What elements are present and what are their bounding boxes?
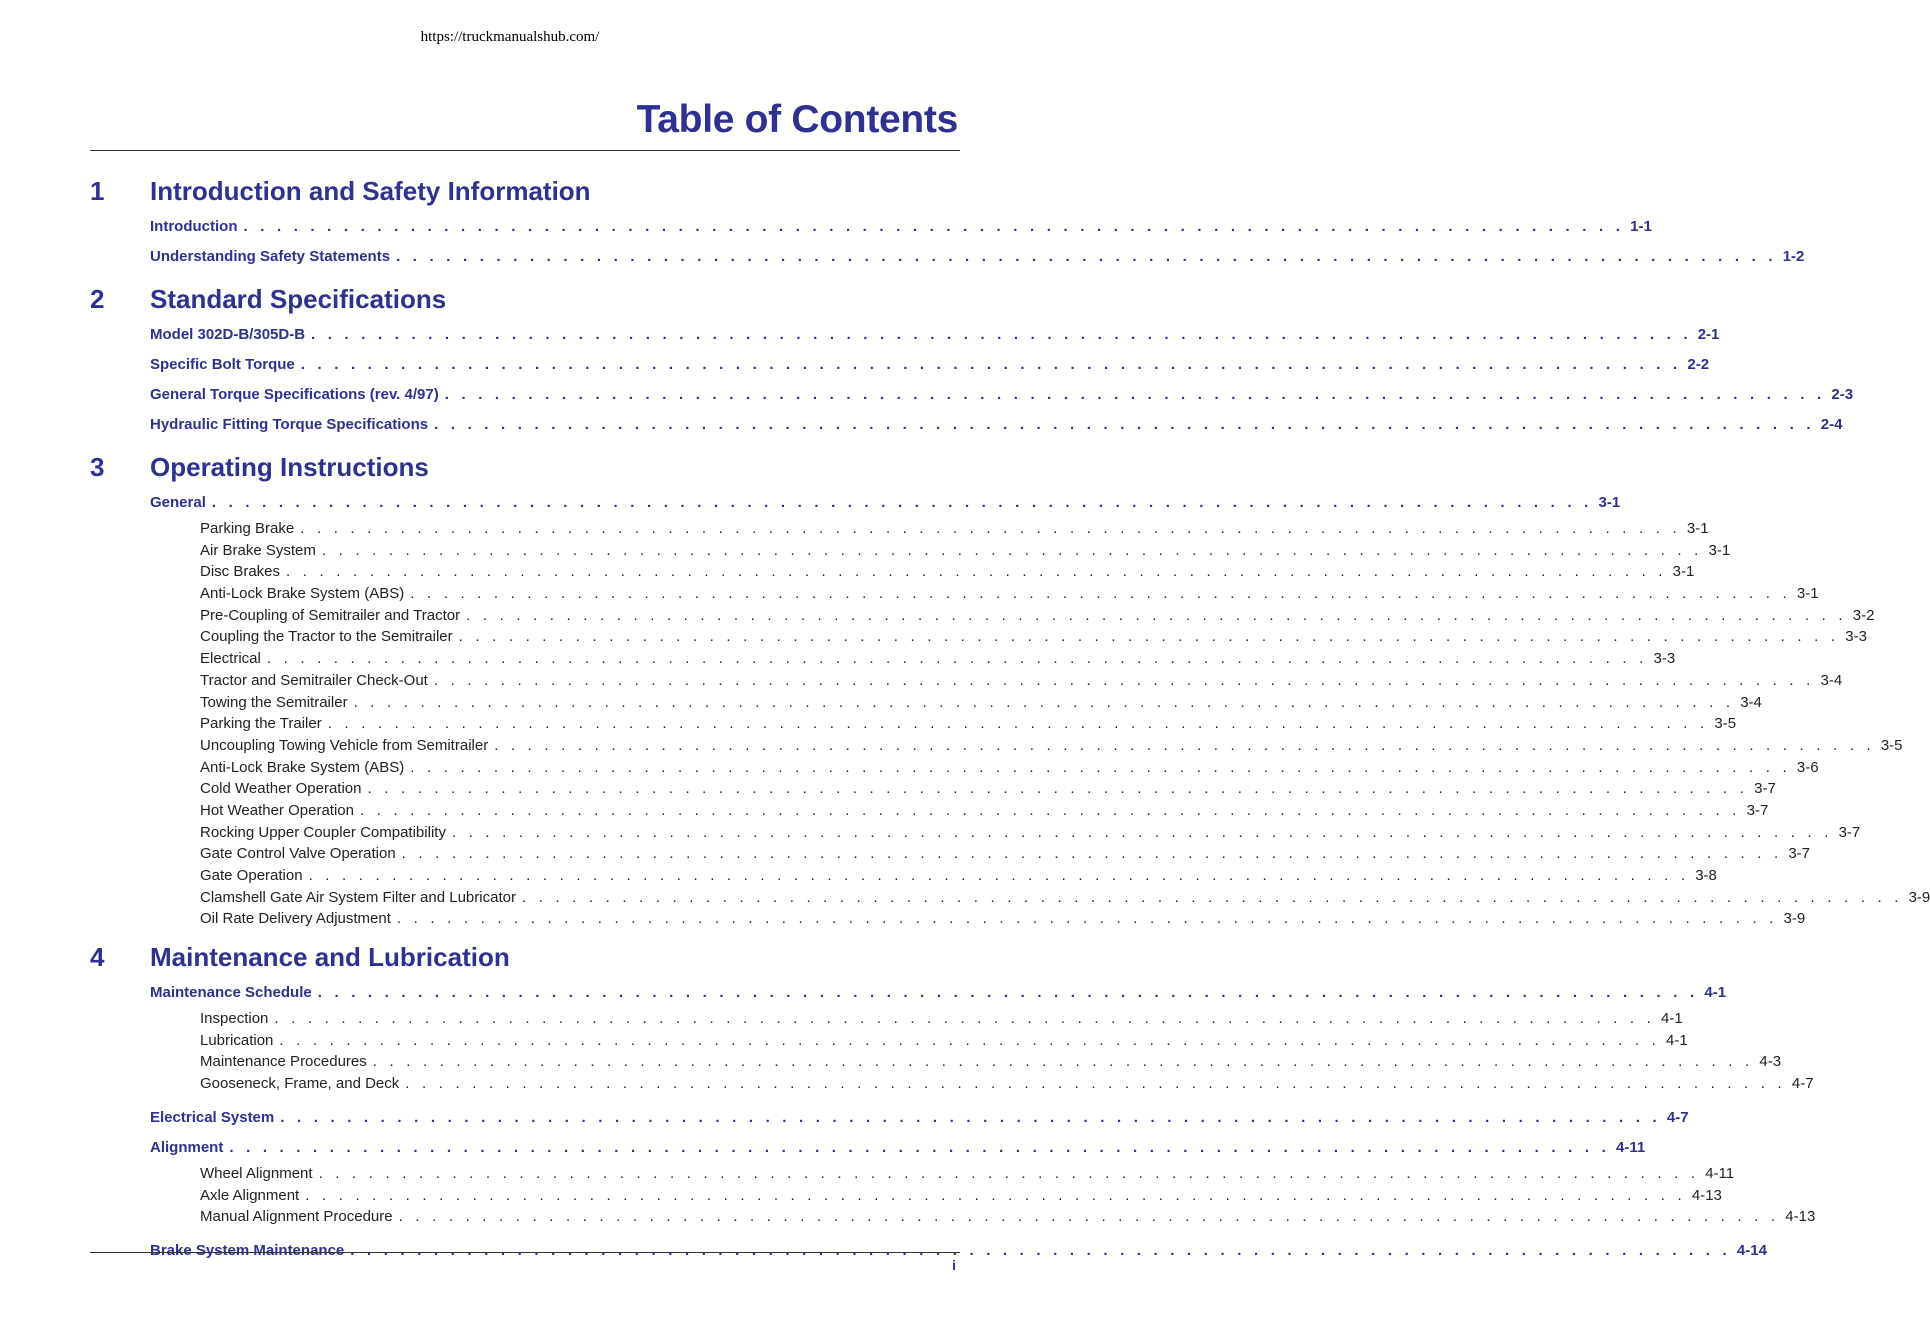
toc-section-link[interactable] [150,488,1621,518]
toc-page-ref: 3-9 [1783,910,1806,928]
toc-page-ref: 3-5 [1880,736,1903,754]
dot-leader: . . . . . . . . . . . . . . . . . . . . . . . . . . . . . . . . . . . . . . . . . . . . . . . . . . . . . . . . . . . . . . . . . . . . . . . . . . . . . . . . . . . [521,888,1903,906]
toc-subsection-link[interactable] [200,1185,1722,1207]
toc-subsection-label: Pre-Coupling of Semitrailer and Tractor [200,606,461,624]
toc-page-ref: 1-1 [1630,218,1652,235]
toc-page-ref: 4-3 [1759,1053,1782,1071]
dot-leader: . . . . . . . . . . . . . . . . . . . . . . . . . . . . . . . . . . . . . . . . . . . . . . . . . . . . . . . . . . . . . . . . . . . . . . . . . . . . . . . . . . . [318,1164,1700,1182]
toc-section-link[interactable] [150,350,1710,380]
toc-page-ref: 3-3 [1653,650,1676,668]
toc-section-link[interactable] [150,380,1854,410]
toc-page-ref: 4-11 [1615,1138,1646,1156]
toc-page-ref: 3-7 [1788,845,1810,863]
dot-leader: . . . . . . . . . . . . . . . . . . . . . . . . . . . . . . . . . . . . . . . . . . . . . . . . . . . . . . . . . . . . . . . . . . . . . . . . . . . . . . . . . . . [300,356,1682,373]
toc-section-link[interactable] [150,242,1805,272]
toc-section-link[interactable] [150,212,1652,242]
dot-leader: . . . . . . . . . . . . . . . . . . . . . . . . . . . . . . . . . . . . . . . . . . . . . . . . . . . . . . . . . . . . . . . . . . . . . . . . . . . . . . . . . . . [372,1053,1754,1071]
toc-page-ref: 3-2 [1852,606,1875,624]
toc-page-ref: 3-1 [1796,585,1819,603]
toc-subsection-label: Oil Rate Delivery Adjustment [200,910,391,928]
toc-subsection-label: Parking Brake [200,520,295,537]
chapter-heading [0,172,1020,212]
toc-page-ref: 3-4 [1740,693,1762,711]
toc-page-ref: 3-9 [1908,888,1930,906]
section-spacer [0,1228,1020,1236]
toc-page-ref: 4-1 [1704,984,1727,1002]
toc-section-link[interactable] [150,1236,1767,1266]
toc-subsection-label: Maintenance Procedures [200,1053,367,1071]
toc-section-label: General Torque Specifications (rev. 4/97) [150,386,439,403]
dot-leader: . . . . . . . . . . . . . . . . . . . . . . . . . . . . . . . . . . . . . . . . . . . . . . . . . . . . . . . . . . . . . . . . . . . . . . . . . . . . . . . . . . . [353,693,1735,711]
toc-subsection-link[interactable] [200,843,1810,865]
dot-leader: . . . . . . . . . . . . . . . . . . . . . . . . . . . . . . . . . . . . . . . . . . . . . . . . . . . . . . . . . . . . . . . . . . . . . . . . . . . . . . . . . . . [458,628,1840,646]
dot-leader: . . . . . . . . . . . . . . . . . . . . . . . . . . . . . . . . . . . . . . . . . . . . . . . . . . . . . . . . . . . . . . . . . . . . . . . . . . . . . . . . . . . [410,585,1791,603]
chapter-spacer [0,440,1020,448]
toc-subsection-label: Disc Brakes [200,563,281,581]
dot-leader: . . . . . . . . . . . . . . . . . . . . . . . . . . . . . . . . . . . . . . . . . . . . . . . . . . . . . . . . . . . . . . . . . . . . . . . . . . . . . . . . . . . [311,326,1692,343]
toc-section-label: General [150,494,206,511]
toc-page-ref: 3-7 [1754,780,1776,798]
dot-leader: . . . . . . . . . . . . . . . . . . . . . . . . . . . . . . . . . . . . . . . . . . . . . . . . . . . . . . . . . . . . . . . . . . . . . . . . . . . . . . . . . . . [229,1138,1610,1156]
dot-leader: . . . . . . . . . . . . . . . . . . . . . . . . . . . . . . . . . . . . . . . . . . . . . . . . . . . . . . . . . . . . . . . . . . . . . . . . . . . . . . . . . . . [359,801,1741,819]
toc-subsection-link[interactable] [200,1206,1816,1228]
chapter-title: Standard Specifications [150,284,447,314]
source-url[interactable]: https://truckmanualshub.com/ [420,29,600,45]
toc-subsection-link[interactable] [200,713,1737,735]
dot-leader: . . . . . . . . . . . . . . . . . . . . . . . . . . . . . . . . . . . . . . . . . . . . . . . . . . . . . . . . . . . . . . . . . . . . . . . . . . . . . . . . . . . [451,823,1833,841]
dot-leader: . . . . . . . . . . . . . . . . . . . . . . . . . . . . . . . . . . . . . . . . . . . . . . . . . . . . . . . . . . . . . . . . . . . . . . . . . . . . . . . . . . . [279,1031,1661,1049]
chapter-spacer [0,930,1020,938]
toc-subsection-link[interactable] [200,735,1903,757]
toc-page-ref: 3-7 [1746,801,1769,819]
toc-subsection-link[interactable] [200,626,1867,648]
toc-page-ref: 3-1 [1598,494,1621,511]
toc-page-ref: 4-13 [1691,1186,1722,1204]
toc-subsection-label: Manual Alignment Procedure [200,1208,393,1226]
toc-subsection-link[interactable] [200,540,1731,562]
dot-leader: . . . . . . . . . . . . . . . . . . . . . . . . . . . . . . . . . . . . . . . . . . . . . . . . . . . . . . . . . . . . . . . . . . . . . . . . . . . . . . . . . . . [350,1241,1731,1259]
toc-subsection-link[interactable] [200,908,1806,930]
toc-section-label: Specific Bolt Torque [150,356,295,373]
toc-subsection-label: Gooseneck, Frame, and Deck [200,1075,400,1093]
toc-page-ref: 4-1 [1666,1031,1688,1049]
toc-subsection-label: Towing the Semitrailer [200,693,348,711]
toc-page-ref: 3-1 [1672,563,1695,581]
chapter-title: Operating Instructions [150,452,429,482]
toc-page-ref: 2-2 [1687,356,1710,373]
dot-leader: . . . . . . . . . . . . . . . . . . . . . . . . . . . . . . . . . . . . . . . . . . . . . . . . . . . . . . . . . . . . . . . . . . . . . . . . . . . . . . . . . . . [327,715,1709,733]
page-title: Table of Contents [636,98,958,141]
toc-subsection-label: Anti-Lock Brake System (ABS) [200,758,405,776]
chapter-number: 4 [90,942,105,973]
chapter-spacer [0,272,1020,280]
toc-subsection-link[interactable] [200,583,1819,605]
toc-subsection-link[interactable] [200,757,1819,779]
dot-leader: . . . . . . . . . . . . . . . . . . . . . . . . . . . . . . . . . . . . . . . . . . . . . . . . . . . . . . . . . . . . . . . . . . . . . . . . . . . . . . . . . . . [321,541,1703,559]
dot-leader: . . . . . . . . . . . . . . . . . . . . . . . . . . . . . . . . . . . . . . . . . . . . . . . . . . . . . . . . . . . . . . . . . . . . . . . . . . . . . . . . . . . [405,1075,1786,1093]
toc-page-ref: 3-8 [1695,867,1717,884]
toc-subsection-label: Parking the Trailer [200,715,322,733]
toc-section-label: Understanding Safety Statements [150,248,391,265]
toc-subsection-link[interactable] [200,670,1843,692]
toc-subsection-label: Gate Control Valve Operation [200,845,396,863]
dot-leader: . . . . . . . . . . . . . . . . . . . . . . . . . . . . . . . . . . . . . . . . . . . . . . . . . . . . . . . . . . . . . . . . . . . . . . . . . . . . . . . . . . . [317,984,1699,1002]
toc-subsection-label: Gate Operation [200,867,303,884]
toc-subsection-link[interactable] [200,822,1861,844]
toc-subsection-link[interactable] [200,865,1717,887]
dot-leader: . . . . . . . . . . . . . . . . . . . . . . . . . . . . . . . . . . . . . . . . . . . . . . . . . . . . . . . . . . . . . . . . . . . . . . . . . . . . . . . . . . . [401,845,1783,863]
dot-leader: . . . . . . . . . . . . . . . . . . . . . . . . . . . . . . . . . . . . . . . . . . . . . . . . . . . . . . . . . . . . . . . . . . . . . . . . . . . . . . . . . . . [367,780,1749,798]
chapter-title: Introduction and Safety Information [150,176,591,206]
toc-page-ref: 2-4 [1820,416,1843,433]
toc-page-ref: 2-1 [1697,326,1720,343]
toc-page-ref: 4-13 [1785,1208,1816,1226]
toc-page-ref: 3-3 [1845,628,1867,646]
toc-page-ref: 3-5 [1714,715,1737,733]
toc-subsection-label: Uncoupling Towing Vehicle from Semitrailer [200,736,489,754]
dot-leader: . . . . . . . . . . . . . . . . . . . . . . . . . . . . . . . . . . . . . . . . . . . . . . . . . . . . . . . . . . . . . . . . . . . . . . . . . . . . . . . . . . . [280,1108,1661,1126]
toc-subsection-link[interactable] [200,1051,1782,1073]
dot-leader: . . . . . . . . . . . . . . . . . . . . . . . . . . . . . . . . . . . . . . . . . . . . . . . . . . . . . . . . . . . . . . . . . . . . . . . . . . . . . . . . . . . [243,218,1625,235]
toc-subsection-link[interactable] [200,778,1776,800]
page-number: i [952,1257,956,1273]
toc-subsection-link[interactable] [200,1008,1683,1030]
dot-leader: . . . . . . . . . . . . . . . . . . . . . . . . . . . . . . . . . . . . . . . . . . . . . . . . . . . . . . . . . . . . . . . . . . . . . . . . . . . . . . . . . . . [398,1208,1780,1226]
toc-page-ref: 3-1 [1686,520,1709,537]
toc-subsection-label: Axle Alignment [200,1186,300,1204]
toc-subsection-label: Electrical [200,650,261,668]
dot-leader: . . . . . . . . . . . . . . . . . . . . . . . . . . . . . . . . . . . . . . . . . . . . . . . . . . . . . . . . . . . . . . . . . . . . . . . . . . . . . . . . . . . [305,1186,1686,1204]
toc-section-label: Brake System Maintenance [150,1241,345,1259]
toc-section-label: Hydraulic Fitting Torque Specifications [150,416,429,433]
dot-leader: . . . . . . . . . . . . . . . . . . . . . . . . . . . . . . . . . . . . . . . . . . . . . . . . . . . . . . . . . . . . . . . . . . . . . . . . . . . . . . . . . . . [308,867,1690,884]
dot-leader: . . . . . . . . . . . . . . . . . . . . . . . . . . . . . . . . . . . . . . . . . . . . . . . . . . . . . . . . . . . . . . . . . . . . . . . . . . . . . . . . . . . [444,386,1826,403]
toc-section-link[interactable] [150,1103,1689,1133]
toc-subsection-link[interactable] [200,800,1769,822]
toc-subsection-label: Clamshell Gate Air System Filter and Lubricator [200,888,516,906]
dot-leader: . . . . . . . . . . . . . . . . . . . . . . . . . . . . . . . . . . . . . . . . . . . . . . . . . . . . . . . . . . . . . . . . . . . . . . . . . . . . . . . . . . . [494,736,1875,754]
toc-page-ref: 3-7 [1838,823,1861,841]
dot-leader: . . . . . . . . . . . . . . . . . . . . . . . . . . . . . . . . . . . . . . . . . . . . . . . . . . . . . . . . . . . . . . . . . . . . . . . . . . . . . . . . . . . [266,650,1648,668]
dot-leader: . . . . . . . . . . . . . . . . . . . . . . . . . . . . . . . . . . . . . . . . . . . . . . . . . . . . . . . . . . . . . . . . . . . . . . . . . . . . . . . . . . . [466,606,1847,624]
toc-subsection-label: Hot Weather Operation [200,801,354,819]
toc-section-label: Maintenance Schedule [150,984,312,1002]
dot-leader: . . . . . . . . . . . . . . . . . . . . . . . . . . . . . . . . . . . . . . . . . . . . . . . . . . . . . . . . . . . . . . . . . . . . . . . . . . . . . . . . . . . [433,671,1815,689]
toc-section-label: Alignment [150,1138,224,1156]
toc-subsection-link[interactable] [200,1163,1735,1185]
toc-subsection-label: Anti-Lock Brake System (ABS) [200,585,405,603]
dot-leader: . . . . . . . . . . . . . . . . . . . . . . . . . . . . . . . . . . . . . . . . . . . . . . . . . . . . . . . . . . . . . . . . . . . . . . . . . . . . . . . . . . . [410,758,1791,776]
toc-subsection-link[interactable] [200,648,1676,670]
dot-leader: . . . . . . . . . . . . . . . . . . . . . . . . . . . . . . . . . . . . . . . . . . . . . . . . . . . . . . . . . . . . . . . . . . . . . . . . . . . . . . . . . . . [211,494,1593,511]
chapter-heading [0,448,1020,488]
chapter-heading [0,938,1020,978]
toc-subsection-link[interactable] [200,518,1709,540]
toc-subsection-label: Coupling the Tractor to the Semitrailer [200,628,453,646]
toc-section-link[interactable] [150,410,1843,440]
toc-subsection-link[interactable] [200,1073,1814,1095]
toc-subsection-label: Inspection [200,1010,269,1028]
table-of-contents [0,172,1930,1266]
dot-leader: . . . . . . . . . . . . . . . . . . . . . . . . . . . . . . . . . . . . . . . . . . . . . . . . . . . . . . . . . . . . . . . . . . . . . . . . . . . . . . . . . . . [434,416,1815,433]
toc-section-link[interactable] [150,320,1720,350]
chapter-heading [0,280,1020,320]
dot-leader: . . . . . . . . . . . . . . . . . . . . . . . . . . . . . . . . . . . . . . . . . . . . . . . . . . . . . . . . . . . . . . . . . . . . . . . . . . . . . . . . . . . [396,248,1777,265]
section-spacer [0,1095,1020,1103]
dot-leader: . . . . . . . . . . . . . . . . . . . . . . . . . . . . . . . . . . . . . . . . . . . . . . . . . . . . . . . . . . . . . . . . . . . . . . . . . . . . . . . . . . . [300,520,1681,537]
toc-subsection-label: Air Brake System [200,541,316,559]
dot-leader: . . . . . . . . . . . . . . . . . . . . . . . . . . . . . . . . . . . . . . . . . . . . . . . . . . . . . . . . . . . . . . . . . . . . . . . . . . . . . . . . . . . [286,563,1667,581]
chapter-number: 1 [90,176,105,206]
toc-section-label: Introduction [150,218,238,235]
toc-section-label: Model 302D-B/305D-B [150,326,306,343]
toc-page-ref: 4-7 [1791,1075,1814,1093]
toc-subsection-label: Lubrication [200,1031,274,1049]
toc-page-ref: 3-1 [1708,541,1731,559]
toc-page-ref: 1-2 [1782,248,1805,265]
toc-page-ref: 4-11 [1705,1164,1735,1182]
dot-leader: . . . . . . . . . . . . . . . . . . . . . . . . . . . . . . . . . . . . . . . . . . . . . . . . . . . . . . . . . . . . . . . . . . . . . . . . . . . . . . . . . . . [274,1010,1656,1028]
toc-subsection-label: Wheel Alignment [200,1164,313,1182]
chapter-number: 2 [90,284,105,314]
toc-subsection-label: Cold Weather Operation [200,780,362,798]
toc-subsection-link[interactable] [200,561,1695,583]
toc-subsection-link[interactable] [200,1030,1688,1052]
toc-page-ref: 4-14 [1736,1241,1767,1259]
chapter-number: 3 [90,452,105,482]
footer-divider [90,1252,960,1253]
toc-section-link[interactable] [150,1133,1646,1163]
chapter-title: Maintenance and Lubrication [150,942,510,973]
toc-page-ref: 4-1 [1661,1010,1683,1028]
toc-page-ref: 3-4 [1820,671,1843,689]
toc-page-ref: 4-7 [1666,1108,1689,1126]
dot-leader: . . . . . . . . . . . . . . . . . . . . . . . . . . . . . . . . . . . . . . . . . . . . . . . . . . . . . . . . . . . . . . . . . . . . . . . . . . . . . . . . . . . [396,910,1778,928]
toc-page-ref: 2-3 [1831,386,1854,403]
toc-subsection-link[interactable] [200,692,1762,714]
toc-subsection-link[interactable] [200,887,1930,909]
toc-subsection-label: Rocking Upper Coupler Compatibility [200,823,446,841]
title-divider [90,150,960,151]
toc-subsection-label: Tractor and Semitrailer Check-Out [200,671,428,689]
toc-subsection-link[interactable] [200,605,1875,627]
toc-page-ref: 3-6 [1796,758,1819,776]
toc-section-label: Electrical System [150,1108,275,1126]
toc-section-link[interactable] [150,978,1727,1008]
